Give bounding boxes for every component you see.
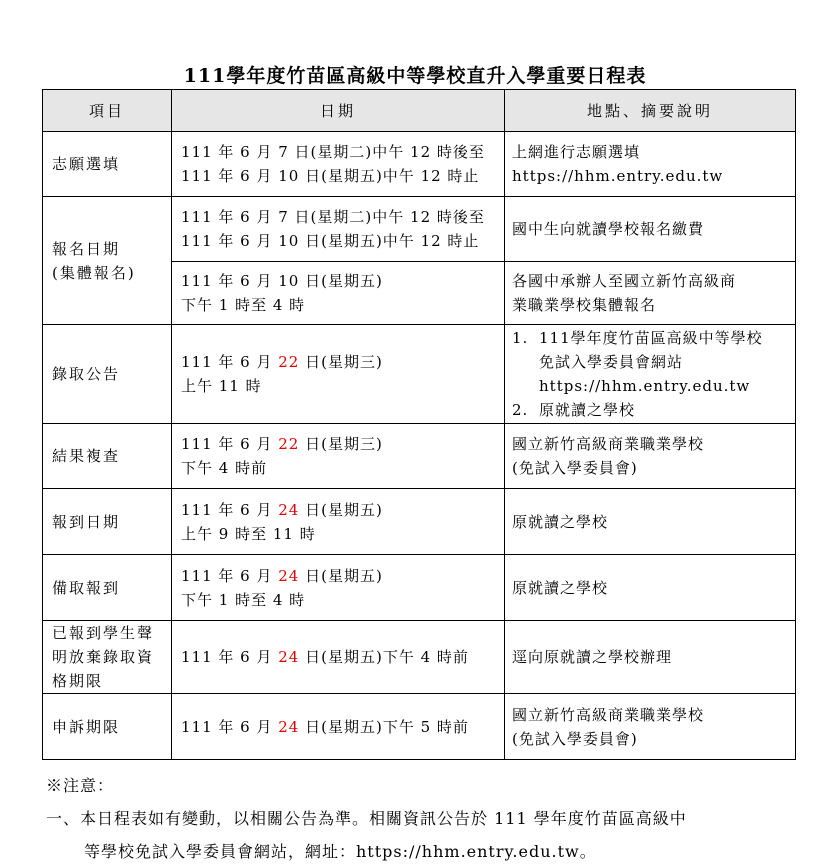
highlight-day: 24 (278, 717, 300, 736)
date-line: 111 年 6 月 10 日(星期五)中午 12 時止 (181, 167, 480, 185)
row-note: 原就讀之學校 (505, 489, 796, 555)
table-row (43, 694, 796, 760)
item-line: (集體報名) (52, 263, 136, 282)
table-row (43, 621, 796, 694)
notes-section (46, 769, 806, 868)
row-note: 原就讀之學校 (505, 555, 796, 621)
row-date (172, 489, 505, 555)
note-line: 上網進行志願選填 (512, 143, 641, 161)
row-item: 志願選填 (43, 132, 172, 197)
row-date (172, 621, 505, 694)
table-row (43, 132, 796, 197)
date-line: 111 年 6 月 24 日(星期五)下午 5 時前 (181, 717, 469, 736)
row-item: 錄取公告 (43, 325, 172, 424)
highlight-day: 24 (278, 648, 300, 666)
date-line: 111 年 6 月 24 日(星期五) (181, 500, 383, 519)
row-item: 報到日期 (43, 489, 172, 555)
table-header-row (43, 90, 796, 132)
row-note (505, 132, 796, 197)
date-line: 下午 4 時前 (181, 459, 268, 477)
highlight-day: 24 (278, 566, 300, 585)
date-line: 111 年 6 月 22 日(星期三) (181, 353, 383, 371)
row-item: 申訴期限 (43, 694, 172, 760)
note-line: 各國中承辦人至國立新竹高級商 (512, 272, 737, 290)
row-note (505, 262, 796, 325)
note-line: https://hhm.entry.edu.tw (512, 167, 724, 185)
table-row (43, 555, 796, 621)
header-note: 地點、摘要說明 (505, 90, 796, 132)
row-note: 國中生向就讀學校報名繳費 (505, 197, 796, 262)
date-line: 下午 1 時至 4 時 (181, 296, 306, 314)
date-line: 111 年 6 月 7 日(星期二)中午 12 時後至 (181, 143, 485, 161)
list-item: 1. 111學年度竹苗區高級中等學校 免試入學委員會網站 https://hhm.entry.edu.tw (512, 329, 763, 395)
date-line: 上午 9 時至 11 時 (181, 524, 316, 543)
row-item: 結果複查 (43, 424, 172, 489)
date-line: 111 年 6 月 24 日(星期五) (181, 566, 383, 585)
table-row (43, 424, 796, 489)
highlight-day: 22 (278, 435, 300, 453)
item-line: 格期限 (52, 672, 104, 690)
date-line: 下午 1 時至 4 時 (181, 590, 306, 609)
item-line: 已報到學生聲 (52, 624, 155, 642)
note-line: (免試入學委員會) (512, 729, 638, 748)
row-item (43, 197, 172, 325)
table-row (43, 489, 796, 555)
date-line: 111 年 6 月 24 日(星期五)下午 4 時前 (181, 648, 469, 666)
notes-item: 一、本日程表如有變動，以相關公告為準。相關資訊公告於 111 學年度竹苗區高級中 (46, 809, 687, 828)
list-item: 2. 原就讀之學校 (512, 401, 636, 419)
row-date (172, 424, 505, 489)
note-line: 國立新竹高級商業職業學校 (512, 435, 705, 453)
highlight-day: 24 (278, 500, 300, 519)
note-line: (免試入學委員會) (512, 459, 638, 477)
row-date (172, 262, 505, 325)
table-row (43, 325, 796, 424)
item-line: 報名日期 (52, 239, 121, 258)
document-title: 111學年度竹苗區高級中等學校直升入學重要日程表 (183, 65, 647, 87)
table-row (43, 197, 796, 262)
row-note (505, 424, 796, 489)
item-line: 明放棄錄取資 (52, 648, 155, 666)
note-line: 國立新竹高級商業職業學校 (512, 705, 705, 724)
highlight-day: 22 (278, 353, 300, 371)
row-item (43, 621, 172, 694)
date-line: 111 年 6 月 10 日(星期五)中午 12 時止 (181, 232, 480, 250)
header-date: 日期 (172, 90, 505, 132)
row-date (172, 197, 505, 262)
row-date (172, 132, 505, 197)
note-line: 業職業學校集體報名 (512, 296, 657, 314)
row-date (172, 694, 505, 760)
date-line: 111 年 6 月 10 日(星期五) (181, 272, 383, 290)
date-line: 上午 11 時 (181, 377, 262, 395)
notes-heading: ※注意： (46, 776, 115, 795)
row-item: 備取報到 (43, 555, 172, 621)
row-note: 逕向原就讀之學校辦理 (505, 621, 796, 694)
header-item: 項目 (43, 90, 172, 132)
date-line: 111 年 6 月 7 日(星期二)中午 12 時後至 (181, 208, 485, 226)
notes-item-continued: 等學校免試入學委員會網站，網址：https://hhm.entry.edu.tw。 (84, 842, 597, 861)
row-note (505, 325, 796, 424)
note-list (512, 326, 795, 422)
row-date (172, 555, 505, 621)
date-line: 111 年 6 月 22 日(星期三) (181, 435, 383, 453)
row-date (172, 325, 505, 424)
schedule-table (42, 89, 796, 760)
row-note (505, 694, 796, 760)
